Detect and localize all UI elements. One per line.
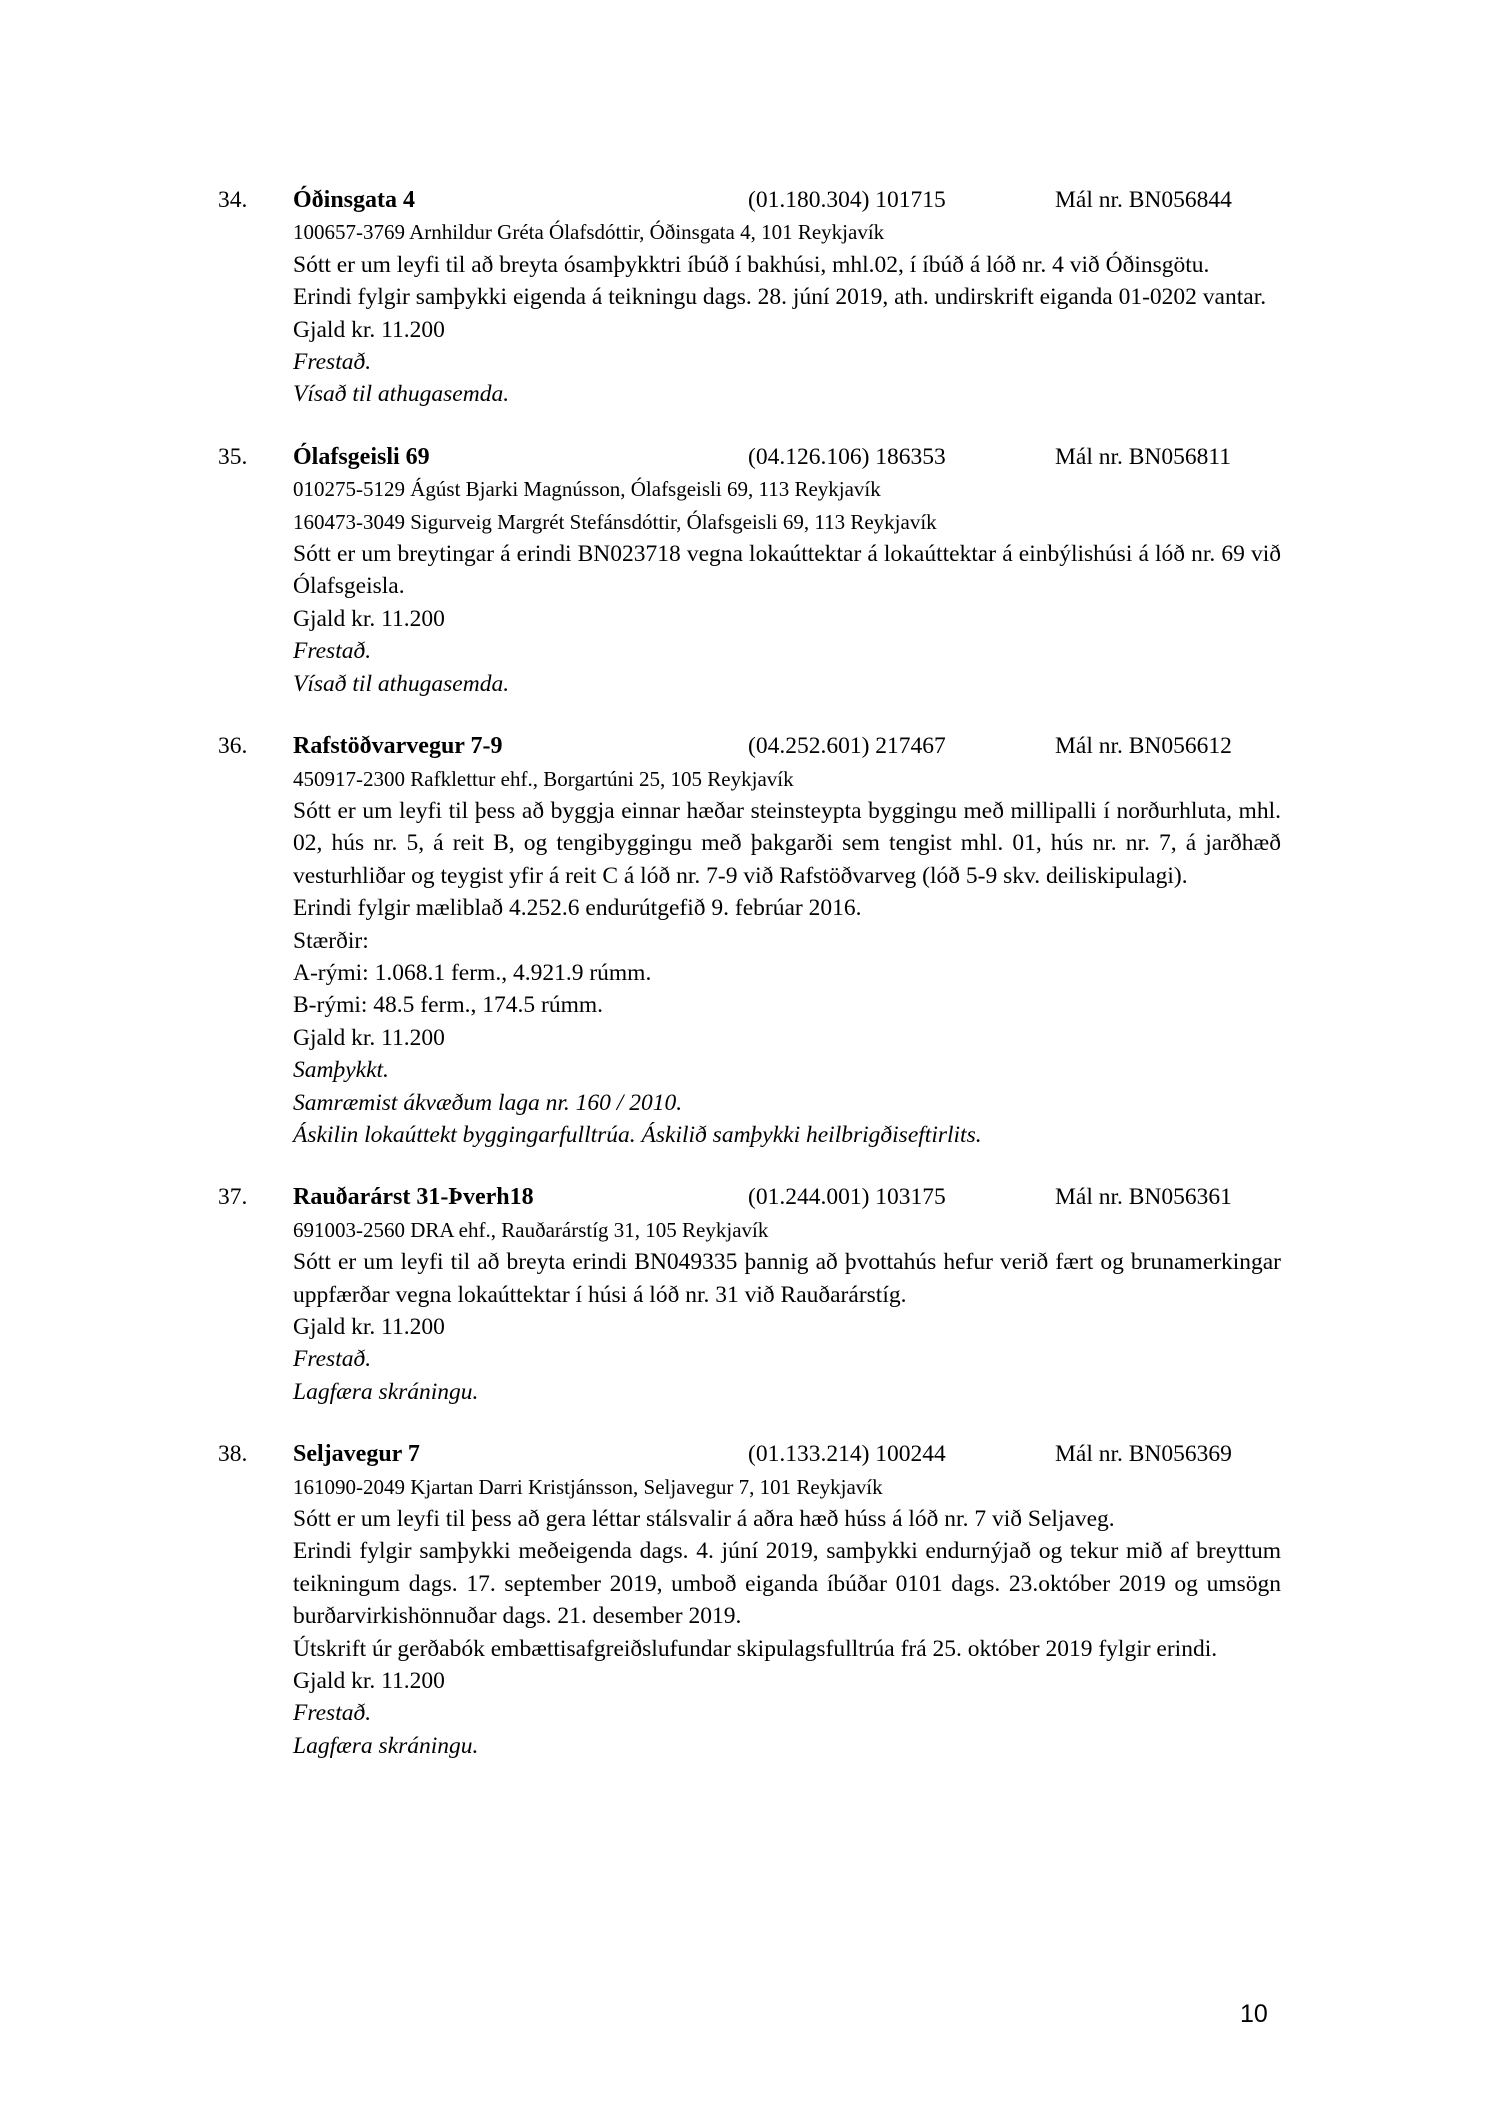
- decision-line: Lagfæra skráningu.: [293, 1732, 479, 1759]
- item-header: [293, 184, 1281, 216]
- owner-line: 691003-2560 DRA ehf., Rauðarárstíg 31, 105 Reykjavík: [293, 1217, 769, 1242]
- item-header: [293, 441, 1281, 473]
- item-case-number: Mál nr. BN056612: [1055, 733, 1232, 760]
- item-paragraph: Gjald kr. 11.200: [293, 1024, 445, 1051]
- item-results: [293, 1697, 1281, 1762]
- item-paragraphs: [293, 249, 1281, 346]
- item-paragraphs: [293, 1246, 1281, 1343]
- item-case-number: Mál nr. BN056811: [1055, 443, 1232, 470]
- decision-line: Samþykkt.: [293, 1057, 389, 1084]
- owner-line: 010275-5129 Ágúst Bjarki Magnússon, Ólafsgeisli 69, 113 Reykjavík: [293, 477, 881, 502]
- agenda-item: [218, 441, 1281, 700]
- item-paragraph: Stærðir:: [293, 927, 369, 954]
- item-results: [293, 1054, 1281, 1151]
- item-results: [293, 346, 1281, 411]
- item-owners: [293, 1471, 1281, 1503]
- item-paragraph: Sótt er um leyfi til þess að gera léttar stálsvalir á aðra hæð húss á lóð nr. 7 við Seljaveg.: [293, 1506, 1115, 1533]
- owner-line: 100657-3769 Arnhildur Gréta Ólafsdóttir, Óðinsgata 4, 101 Reykjavík: [293, 220, 885, 245]
- item-results: [293, 635, 1281, 700]
- decision-line: Frestað.: [293, 638, 372, 665]
- item-paragraphs: [293, 538, 1281, 635]
- item-property-id: (04.126.106) 186353: [748, 443, 946, 470]
- item-number: 38.: [218, 1441, 248, 1468]
- owner-line: 160473-3049 Sigurveig Margrét Stefánsdóttir, Ólafsgeisli 69, 113 Reykjavík: [293, 509, 937, 534]
- agenda-items-list: [218, 184, 1281, 1792]
- item-paragraph: B-rými: 48.5 ferm., 174.5 rúmm.: [293, 992, 604, 1019]
- item-body: [293, 441, 1281, 700]
- item-header: [293, 1181, 1281, 1213]
- item-number: 37.: [218, 1184, 248, 1211]
- owner-line: 161090-2049 Kjartan Darri Kristjánsson, Seljavegur 7, 101 Reykjavík: [293, 1474, 883, 1499]
- item-title-address: Ólafsgeisli 69: [293, 443, 430, 470]
- item-owners: [293, 216, 1281, 248]
- item-case-number: Mál nr. BN056844: [1055, 187, 1232, 213]
- item-header: [293, 1438, 1281, 1470]
- item-property-id: (04.252.601) 217467: [748, 733, 946, 760]
- agenda-item: [218, 1438, 1281, 1762]
- item-paragraph: A-rými: 1.068.1 ferm., 4.921.9 rúmm.: [293, 959, 652, 986]
- decision-line: Samræmist ákvæðum laga nr. 160 / 2010.: [293, 1089, 683, 1116]
- item-paragraph: Gjald kr. 11.200: [293, 605, 445, 632]
- decision-line: Frestað.: [293, 1346, 372, 1373]
- agenda-item: [218, 730, 1281, 1151]
- item-number: 36.: [218, 733, 248, 760]
- item-title-address: Rafstöðvarvegur 7-9: [293, 733, 503, 760]
- agenda-item: [218, 184, 1281, 411]
- item-body: [293, 184, 1281, 411]
- item-paragraph: Erindi fylgir samþykki eigenda á teikningu dags. 28. júní 2019, ath. undirskrift eiganda 01-0202 vantar.: [293, 284, 1267, 311]
- item-paragraph: Sótt er um leyfi til að breyta ósamþykktri íbúð í bakhúsi, mhl.02, í íbúð á lóð nr. 4 við Óðinsgötu.: [293, 251, 1210, 278]
- item-property-id: (01.133.214) 100244: [748, 1441, 946, 1468]
- item-body: [293, 730, 1281, 1151]
- item-paragraph: Erindi fylgir samþykki meðeigenda dags. 4. júní 2019, samþykki endurnýjað og tekur mið af breyttum teikningum dags. 17. september 2019, umboð eiganda íbúðar 0101 dags. 23.október 2019 og umsögn burðarvirkishönnuðar dags. 21. desember 2019.: [293, 1538, 1281, 1630]
- item-paragraph: Sótt er um leyfi til að breyta erindi BN049335 þannig að þvottahús hefur verið fært og brunamerkingar uppfærðar vegna lokaúttektar í húsi á lóð nr. 31 við Rauðarárstíg.: [293, 1249, 1281, 1308]
- item-paragraphs: [293, 795, 1281, 1054]
- item-paragraph: Sótt er um breytingar á erindi BN023718 vegna lokaúttektar á lokaúttektar á einbýlishúsi á lóð nr. 69 við Ólafsgeisla.: [293, 541, 1281, 600]
- item-case-number: Mál nr. BN056369: [1055, 1441, 1232, 1468]
- item-paragraph: Erindi fylgir mæliblað 4.252.6 endurútgefið 9. febrúar 2016.: [293, 895, 862, 922]
- item-paragraph: Gjald kr. 11.200: [293, 1668, 445, 1695]
- item-case-number: Mál nr. BN056361: [1055, 1184, 1232, 1211]
- item-body: [293, 1181, 1281, 1408]
- item-paragraph: Útskrift úr gerðabók embættisafgreiðslufundar skipulagsfulltrúa frá 25. október 2019 fylgir erindi.: [293, 1635, 1218, 1662]
- item-paragraph: Sótt er um leyfi til þess að byggja einnar hæðar steinsteypta byggingu með millipalli í norðurhluta, mhl. 02, hús nr. 5, á reit B, og tengibyggingu með þakgarði sem tengist mhl. 01, hús nr. nr. 7, á jarðhæð vesturhliðar og teygist yfir á reit C á lóð nr. 7-9 við Rafstöðvarveg (lóð 5-9 skv. deiliskipulagi).: [293, 797, 1281, 889]
- item-property-id: (01.244.001) 103175: [748, 1184, 946, 1211]
- decision-line: Frestað.: [293, 1700, 372, 1727]
- decision-line: Vísað til athugasemda.: [293, 670, 510, 697]
- owner-line: 450917-2300 Rafklettur ehf., Borgartúni 25, 105 Reykjavík: [293, 766, 794, 791]
- item-results: [293, 1343, 1281, 1408]
- decision-line: Frestað.: [293, 349, 372, 376]
- item-number: 34.: [218, 187, 248, 213]
- decision-line: Vísað til athugasemda.: [293, 381, 510, 408]
- item-paragraphs: [293, 1503, 1281, 1697]
- decision-line: Áskilin lokaúttekt byggingarfulltrúa. Áskilið samþykki heilbrigðiseftirlits.: [293, 1121, 982, 1148]
- item-title-address: Rauðarárst 31-Þverh18: [293, 1184, 534, 1211]
- item-paragraph: Gjald kr. 11.200: [293, 316, 445, 343]
- item-body: [293, 1438, 1281, 1762]
- item-paragraph: Gjald kr. 11.200: [293, 1314, 445, 1340]
- page-number: 10: [1240, 2000, 1268, 2028]
- item-title-address: Seljavegur 7: [293, 1441, 420, 1468]
- decision-line: Lagfæra skráningu.: [293, 1378, 479, 1405]
- agenda-item: [218, 1181, 1281, 1408]
- item-property-id: (01.180.304) 101715: [748, 187, 946, 213]
- item-owners: [293, 1214, 1281, 1246]
- item-header: [293, 730, 1281, 762]
- item-owners: [293, 763, 1281, 795]
- item-owners: [293, 473, 1281, 538]
- item-number: 35.: [218, 443, 248, 470]
- item-title-address: Óðinsgata 4: [293, 187, 416, 213]
